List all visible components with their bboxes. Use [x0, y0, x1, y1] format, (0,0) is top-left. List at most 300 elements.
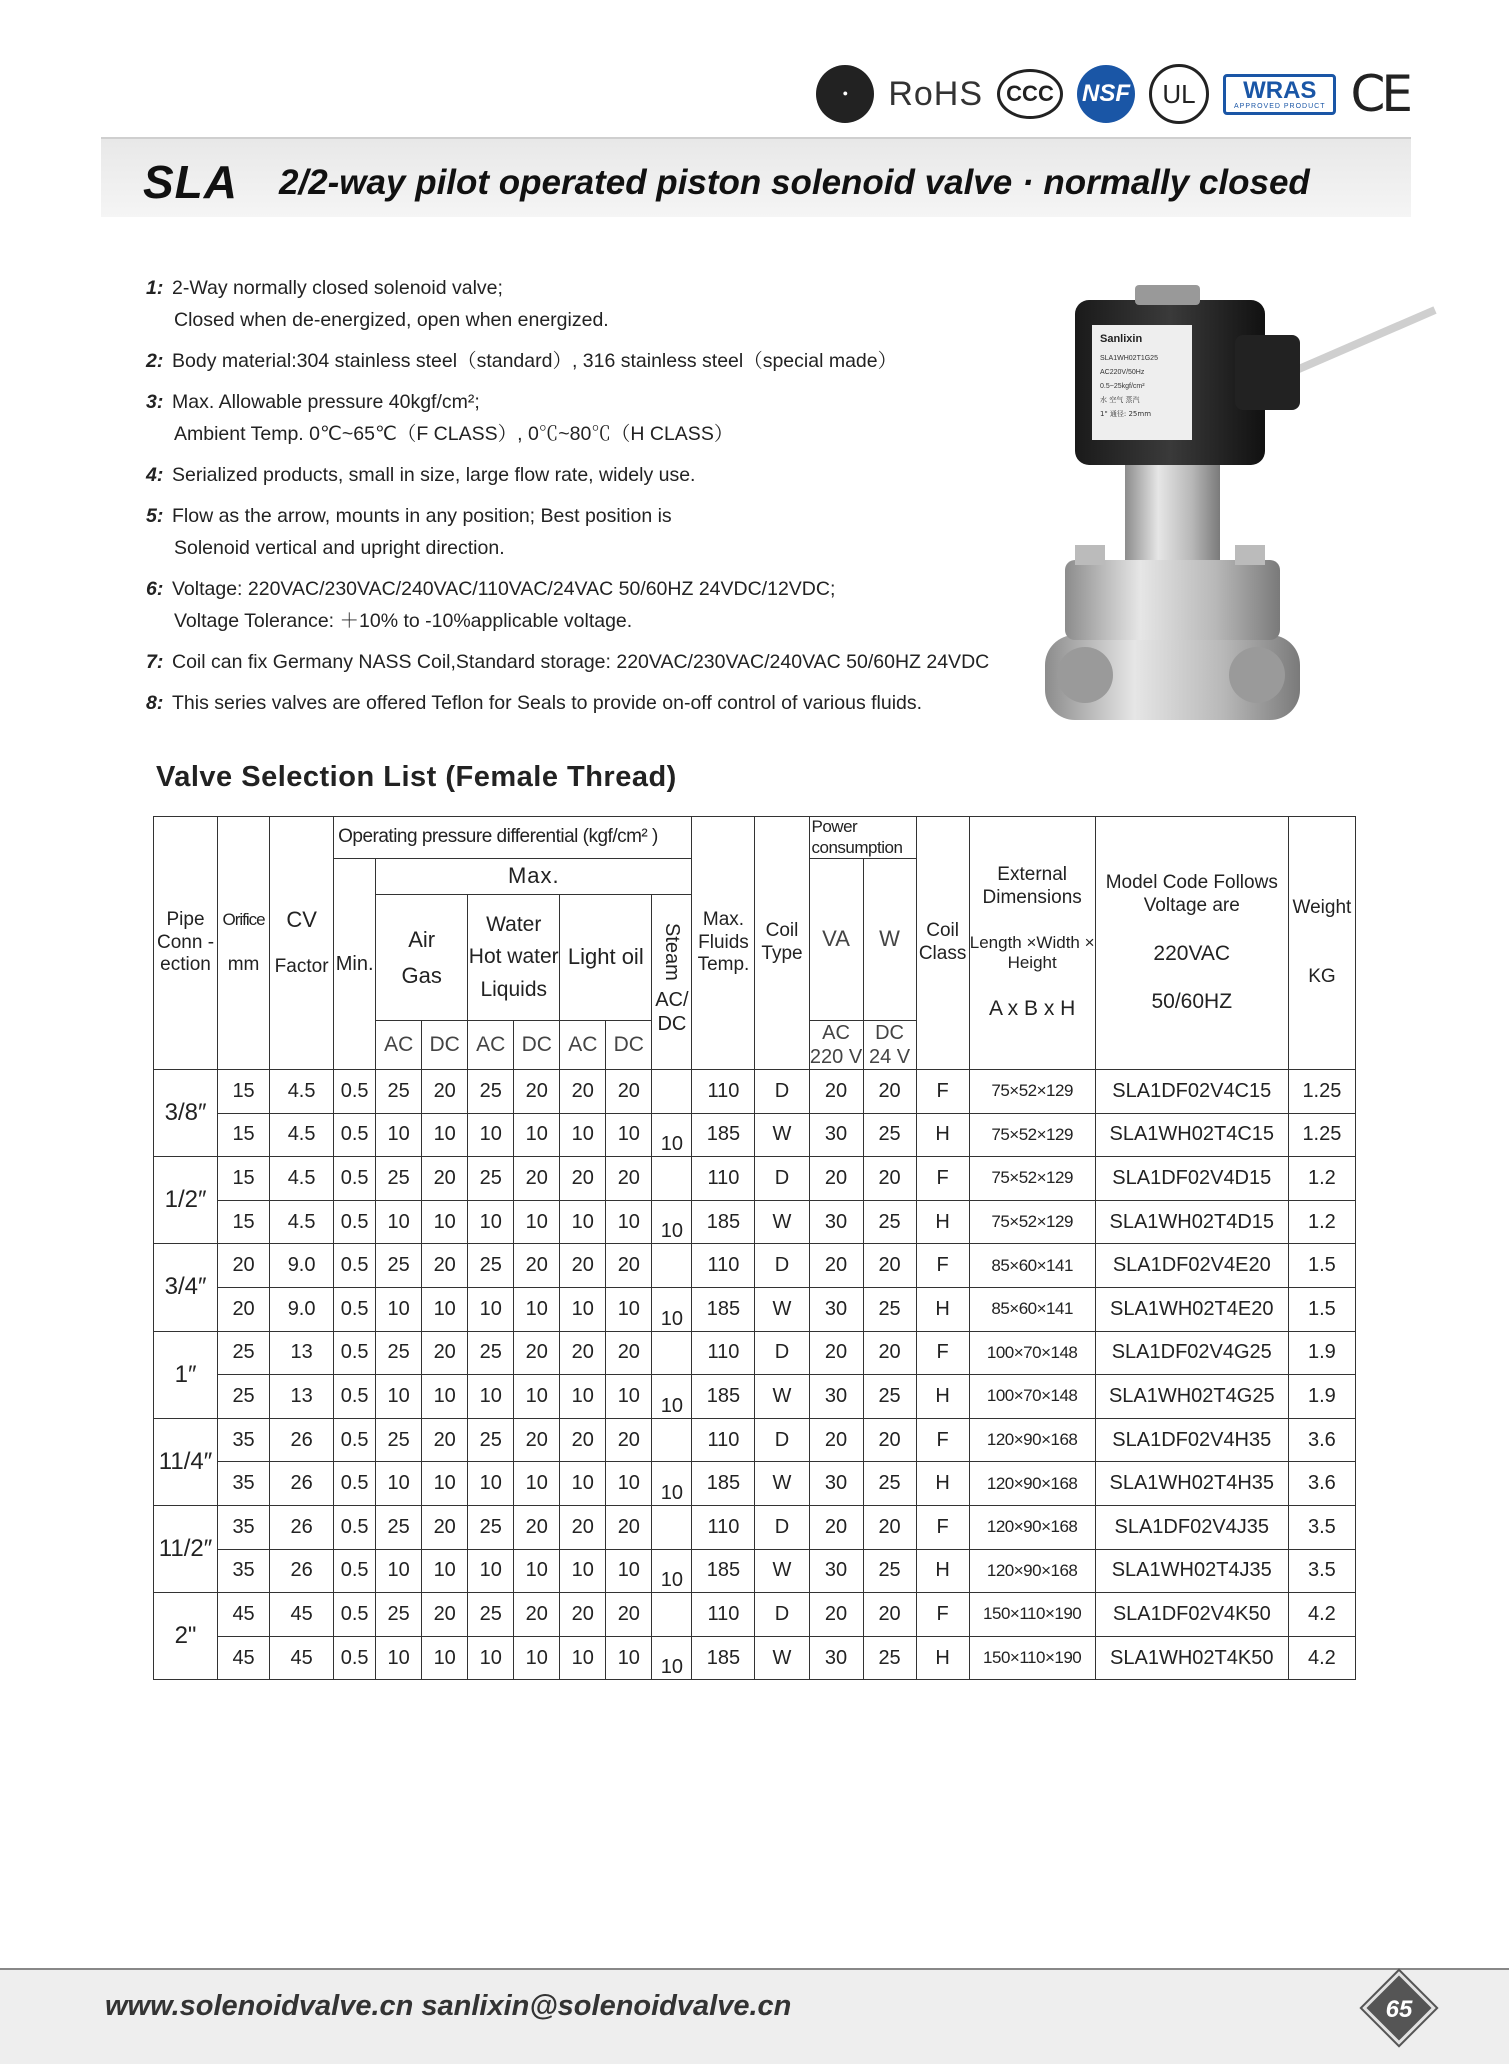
cell-air-dc: 20 — [422, 1244, 468, 1288]
cell-weight: 1.25 — [1288, 1070, 1355, 1114]
cell-w: 25 — [863, 1549, 916, 1593]
cell-oil-dc: 10 — [606, 1636, 652, 1680]
cell-oil-dc: 20 — [606, 1593, 652, 1637]
cell-water-dc: 10 — [514, 1287, 560, 1331]
cell-oil-ac: 10 — [560, 1375, 606, 1419]
header-coil-type: Coil Type — [755, 817, 809, 1070]
table-row — [154, 1070, 1356, 1114]
cell-coil: D — [755, 1157, 809, 1201]
cell-cv: 4.5 — [270, 1200, 334, 1244]
cell-coil: W — [755, 1462, 809, 1506]
cell-weight: 3.6 — [1288, 1418, 1355, 1462]
cell-dims: 75×52×129 — [969, 1070, 1095, 1114]
cell-dims: 75×52×129 — [969, 1200, 1095, 1244]
cell-pipe-connection: 11/2″ — [154, 1505, 218, 1592]
header-water-dc: DC — [514, 1021, 560, 1070]
cell-water-ac: 25 — [468, 1331, 514, 1375]
cell-oil-dc: 10 — [606, 1549, 652, 1593]
header-air-dc: DC — [422, 1021, 468, 1070]
cell-coil: W — [755, 1287, 809, 1331]
table-row — [154, 1505, 1356, 1549]
header-orifice-unit: mm — [227, 954, 260, 976]
cell-coil: W — [755, 1549, 809, 1593]
cell-w: 25 — [863, 1113, 916, 1157]
cell-temp: 110 — [692, 1070, 755, 1114]
feature-text: Body material:304 stainless steel（standard）, 316 stainless steel（special made） — [172, 350, 898, 372]
table-row — [154, 1157, 1356, 1201]
cell-cls: H — [916, 1113, 969, 1157]
header-weight-label: Weight — [1292, 897, 1352, 919]
header-ac220: AC 220 V — [809, 1022, 863, 1068]
cell-coil: D — [755, 1331, 809, 1375]
cell-water-dc: 10 — [514, 1113, 560, 1157]
selection-list-title: Valve Selection List (Female Thread) — [156, 761, 677, 793]
cell-coil: W — [755, 1113, 809, 1157]
cell-dims: 75×52×129 — [969, 1113, 1095, 1157]
cell-model: SLA1WH02T4H35 — [1095, 1462, 1288, 1506]
cell-temp: 110 — [692, 1157, 755, 1201]
cell-water-ac: 25 — [468, 1070, 514, 1114]
cell-weight: 1.5 — [1288, 1244, 1355, 1288]
cell-weight: 1.9 — [1288, 1331, 1355, 1375]
cell-air-dc: 20 — [422, 1593, 468, 1637]
cell-steam: 10 — [652, 1200, 692, 1244]
cell-water-dc: 20 — [514, 1157, 560, 1201]
cell-w: 20 — [863, 1244, 916, 1288]
cell-w: 20 — [863, 1070, 916, 1114]
cell-water-ac: 25 — [468, 1593, 514, 1637]
cell-water-ac: 10 — [468, 1375, 514, 1419]
cell-min: 0.5 — [334, 1070, 376, 1114]
header-va: VA — [809, 859, 863, 1021]
ccc-logo: CCC — [997, 69, 1063, 119]
product-label-voltage: AC220V/50Hz — [1100, 369, 1145, 376]
water-board-badge-icon: ● — [816, 65, 874, 123]
cell-cls: F — [916, 1505, 969, 1549]
table-row — [154, 1331, 1356, 1375]
cell-temp: 110 — [692, 1418, 755, 1462]
cell-cls: F — [916, 1070, 969, 1114]
page-number: 65 — [1385, 1996, 1413, 2023]
cell-va: 30 — [809, 1113, 863, 1157]
header-orifice — [218, 817, 270, 1070]
cell-dims: 75×52×129 — [969, 1157, 1095, 1201]
series-code: SLA — [143, 156, 238, 208]
cell-air-dc: 10 — [422, 1636, 468, 1680]
cell-cv: 26 — [270, 1549, 334, 1593]
feature-text: Max. Allowable pressure 40kgf/cm²; — [172, 391, 480, 413]
header-w: W — [863, 859, 916, 1021]
cell-cv: 45 — [270, 1636, 334, 1680]
cell-water-ac: 10 — [468, 1287, 514, 1331]
cell-weight: 4.2 — [1288, 1636, 1355, 1680]
header-steam-acdc: AC/ DC — [655, 988, 689, 1036]
cell-model: SLA1DF02V4K50 — [1095, 1593, 1288, 1637]
cell-water-dc: 20 — [514, 1070, 560, 1114]
cell-oil-dc: 20 — [606, 1505, 652, 1549]
cell-water-dc: 20 — [514, 1418, 560, 1462]
cell-weight: 1.2 — [1288, 1157, 1355, 1201]
cell-min: 0.5 — [334, 1636, 376, 1680]
title-bar — [101, 137, 1411, 217]
feature-text: Closed when de-energized, open when energized. — [174, 309, 609, 331]
cell-temp: 185 — [692, 1200, 755, 1244]
cell-dims: 85×60×141 — [969, 1287, 1095, 1331]
table-row — [154, 1418, 1356, 1462]
product-label-brand: Sanlixin — [1100, 333, 1143, 345]
cell-orifice: 35 — [218, 1505, 270, 1549]
cell-w: 25 — [863, 1375, 916, 1419]
cell-temp: 110 — [692, 1505, 755, 1549]
cell-oil-ac: 20 — [560, 1505, 606, 1549]
cell-oil-ac: 10 — [560, 1636, 606, 1680]
cell-oil-dc: 20 — [606, 1244, 652, 1288]
cell-va: 20 — [809, 1418, 863, 1462]
cell-water-dc: 20 — [514, 1331, 560, 1375]
page-title: 2/2-way pilot operated piston solenoid valve · normally closed — [279, 163, 1310, 202]
header-dims-sub: Length ×Width × Height — [969, 932, 1095, 973]
cell-oil-dc: 10 — [606, 1200, 652, 1244]
cell-va: 20 — [809, 1070, 863, 1114]
header-pipe-connection: Pipe Conn -ection — [154, 817, 218, 1070]
cell-va: 30 — [809, 1636, 863, 1680]
rohs-logo: RoHS — [888, 74, 984, 113]
cell-model: SLA1WH02T4K50 — [1095, 1636, 1288, 1680]
cell-water-dc: 10 — [514, 1462, 560, 1506]
cell-air-dc: 10 — [422, 1200, 468, 1244]
cell-coil: D — [755, 1070, 809, 1114]
feature-number: 2: — [146, 350, 164, 372]
wras-logo-subtext: APPROVED PRODUCT — [1234, 102, 1326, 110]
cell-air-dc: 10 — [422, 1287, 468, 1331]
cell-model: SLA1WH02T4G25 — [1095, 1375, 1288, 1419]
product-label-media: 水 空气 蒸汽 — [1100, 396, 1140, 404]
cell-water-dc: 10 — [514, 1200, 560, 1244]
cell-min: 0.5 — [334, 1157, 376, 1201]
product-label-model: SLA1WH02T1G25 — [1100, 355, 1158, 362]
cell-cv: 45 — [270, 1593, 334, 1637]
cell-weight: 1.2 — [1288, 1200, 1355, 1244]
cell-orifice: 15 — [218, 1200, 270, 1244]
cell-temp: 110 — [692, 1244, 755, 1288]
header-weight-unit: KG — [1308, 965, 1336, 987]
cell-weight: 3.5 — [1288, 1505, 1355, 1549]
cell-cv: 26 — [270, 1462, 334, 1506]
cell-steam: 10 — [652, 1375, 692, 1419]
cell-w: 20 — [863, 1418, 916, 1462]
table-row — [154, 1113, 1356, 1157]
cell-dims: 100×70×148 — [969, 1331, 1095, 1375]
cell-cv: 4.5 — [270, 1157, 334, 1201]
footer-contact: www.solenoidvalve.cn sanlixin@solenoidvalve.cn — [105, 1990, 792, 2022]
cell-air-ac: 10 — [376, 1549, 422, 1593]
feature-text: Flow as the arrow, mounts in any position; Best position is — [172, 505, 672, 527]
header-cv-factor: Factor — [274, 956, 329, 978]
cell-cls: H — [916, 1375, 969, 1419]
feature-text: This series valves are offered Teflon for Seals to provide on-off control of various fluids. — [172, 692, 923, 714]
header-max-fluids-temp: Max. Fluids Temp. — [692, 817, 755, 1070]
cell-steam — [652, 1505, 692, 1549]
cell-cls: H — [916, 1200, 969, 1244]
cell-weight: 4.2 — [1288, 1593, 1355, 1637]
cell-temp: 185 — [692, 1549, 755, 1593]
cell-va: 20 — [809, 1244, 863, 1288]
cell-air-ac: 25 — [376, 1505, 422, 1549]
cell-air-ac: 25 — [376, 1331, 422, 1375]
cell-water-dc: 10 — [514, 1636, 560, 1680]
cell-oil-dc: 20 — [606, 1070, 652, 1114]
cell-orifice: 35 — [218, 1418, 270, 1462]
cell-orifice: 25 — [218, 1331, 270, 1375]
cell-w: 25 — [863, 1287, 916, 1331]
cell-oil-dc: 10 — [606, 1287, 652, 1331]
cell-oil-ac: 20 — [560, 1244, 606, 1288]
cell-w: 25 — [863, 1200, 916, 1244]
feature-number: 6: — [146, 578, 164, 600]
header-dc24: DC 24 V — [863, 1021, 916, 1070]
header-external-dimensions — [969, 817, 1095, 1070]
cell-dims: 120×90×168 — [969, 1505, 1095, 1549]
certification-logos — [816, 64, 1409, 124]
cell-model: SLA1WH02T4J35 — [1095, 1549, 1288, 1593]
cell-va: 30 — [809, 1287, 863, 1331]
header-cv — [270, 817, 334, 1070]
cell-cls: H — [916, 1549, 969, 1593]
header-steam — [652, 895, 692, 1070]
cell-water-ac: 10 — [468, 1462, 514, 1506]
cell-dims: 150×110×190 — [969, 1636, 1095, 1680]
page-footer — [0, 1968, 1509, 2064]
header-power-consumption: Power consumption — [809, 817, 916, 859]
cell-pipe-connection: 2" — [154, 1593, 218, 1680]
cell-cls: H — [916, 1462, 969, 1506]
feature-item — [146, 573, 1046, 637]
cell-temp: 110 — [692, 1331, 755, 1375]
table-row — [154, 1462, 1356, 1506]
cell-coil: D — [755, 1418, 809, 1462]
header-min: Min. — [334, 859, 376, 1070]
cell-orifice: 25 — [218, 1375, 270, 1419]
cell-steam: 10 — [652, 1113, 692, 1157]
feature-item — [146, 272, 1046, 336]
cell-steam — [652, 1157, 692, 1201]
cell-steam: 10 — [652, 1636, 692, 1680]
header-orifice-label: Orifice — [222, 909, 265, 929]
cell-air-dc: 20 — [422, 1505, 468, 1549]
feature-text: Ambient Temp. 0℃~65℃（F CLASS）, 0℃~80℃（H CLASS） — [174, 423, 734, 445]
cell-va: 30 — [809, 1549, 863, 1593]
cell-w: 20 — [863, 1593, 916, 1637]
cell-weight: 1.9 — [1288, 1375, 1355, 1419]
feature-text: Coil can fix Germany NASS Coil,Standard storage: 220VAC/230VAC/240VAC 50/60HZ 24VDC — [172, 651, 990, 673]
cell-w: 25 — [863, 1636, 916, 1680]
cell-air-ac: 10 — [376, 1200, 422, 1244]
cell-air-ac: 10 — [376, 1636, 422, 1680]
cell-air-dc: 20 — [422, 1157, 468, 1201]
cell-model: SLA1DF02V4H35 — [1095, 1418, 1288, 1462]
cell-air-ac: 10 — [376, 1462, 422, 1506]
table-row — [154, 1549, 1356, 1593]
cell-orifice: 15 — [218, 1113, 270, 1157]
table-row — [154, 1200, 1356, 1244]
cell-water-dc: 10 — [514, 1375, 560, 1419]
ul-logo: UL — [1149, 64, 1209, 124]
cell-model: SLA1WH02T4D15 — [1095, 1200, 1288, 1244]
cell-water-dc: 20 — [514, 1244, 560, 1288]
cell-water-ac: 25 — [468, 1244, 514, 1288]
cell-cv: 13 — [270, 1375, 334, 1419]
cell-air-ac: 10 — [376, 1287, 422, 1331]
cell-air-ac: 10 — [376, 1375, 422, 1419]
cell-oil-dc: 20 — [606, 1418, 652, 1462]
cell-orifice: 20 — [218, 1287, 270, 1331]
ce-logo: CE — [1350, 65, 1409, 123]
header-oil-dc: DC — [606, 1021, 652, 1070]
feature-item — [146, 459, 1046, 491]
cell-temp: 185 — [692, 1287, 755, 1331]
cell-cv: 13 — [270, 1331, 334, 1375]
feature-number: 5: — [146, 505, 164, 527]
cell-temp: 110 — [692, 1593, 755, 1637]
cell-oil-ac: 10 — [560, 1287, 606, 1331]
header-coil-class: Coil Class — [916, 817, 969, 1070]
cell-min: 0.5 — [334, 1462, 376, 1506]
valve-selection-table — [153, 816, 1356, 1680]
cell-va: 20 — [809, 1593, 863, 1637]
feature-item — [146, 500, 1046, 564]
cell-orifice: 35 — [218, 1549, 270, 1593]
cell-steam: 10 — [652, 1462, 692, 1506]
cell-oil-ac: 20 — [560, 1331, 606, 1375]
cell-oil-ac: 20 — [560, 1157, 606, 1201]
feature-item — [146, 345, 1046, 377]
cell-steam — [652, 1593, 692, 1637]
header-operating-pressure: Operating pressure differential (kgf/cm² ) — [334, 817, 692, 859]
table-row — [154, 1375, 1356, 1419]
cell-model: SLA1DF02V4C15 — [1095, 1070, 1288, 1114]
cell-min: 0.5 — [334, 1375, 376, 1419]
wras-logo-text: WRAS — [1243, 76, 1317, 104]
solenoid-valve-product-image — [1035, 280, 1445, 730]
cell-orifice: 15 — [218, 1157, 270, 1201]
cell-oil-dc: 10 — [606, 1462, 652, 1506]
cell-pipe-connection: 11/4″ — [154, 1418, 218, 1505]
cell-model: SLA1DF02V4G25 — [1095, 1331, 1288, 1375]
cell-dims: 100×70×148 — [969, 1375, 1095, 1419]
cell-min: 0.5 — [334, 1418, 376, 1462]
cell-oil-ac: 10 — [560, 1549, 606, 1593]
feature-text: Serialized products, small in size, large flow rate, widely use. — [172, 464, 696, 486]
header-dims-formula: A x B x H — [988, 997, 1076, 1021]
cell-va: 30 — [809, 1200, 863, 1244]
cell-oil-ac: 20 — [560, 1418, 606, 1462]
cell-oil-ac: 10 — [560, 1200, 606, 1244]
product-label-pressure: 0.5~25kgf/cm² — [1100, 383, 1145, 390]
cell-va: 20 — [809, 1505, 863, 1549]
cell-air-dc: 20 — [422, 1331, 468, 1375]
feature-number: 8: — [146, 692, 164, 714]
cell-model: SLA1WH02T4E20 — [1095, 1287, 1288, 1331]
header-steam-label: Steam — [660, 923, 683, 981]
feature-number: 1: — [146, 277, 164, 299]
cell-pipe-connection: 1″ — [154, 1331, 218, 1418]
header-max: Max. — [376, 859, 692, 895]
header-light-oil: Light oil — [560, 895, 652, 1021]
cell-w: 20 — [863, 1157, 916, 1201]
cell-water-ac: 10 — [468, 1636, 514, 1680]
cell-coil: W — [755, 1636, 809, 1680]
cell-weight: 1.5 — [1288, 1287, 1355, 1331]
cell-oil-dc: 20 — [606, 1157, 652, 1201]
cell-temp: 185 — [692, 1636, 755, 1680]
cell-weight: 3.5 — [1288, 1549, 1355, 1593]
feature-number: 3: — [146, 391, 164, 413]
cell-cls: F — [916, 1418, 969, 1462]
cell-air-ac: 25 — [376, 1157, 422, 1201]
cell-temp: 185 — [692, 1375, 755, 1419]
cell-cv: 26 — [270, 1505, 334, 1549]
feature-item — [146, 687, 1046, 719]
wras-logo — [1223, 74, 1336, 115]
cell-min: 0.5 — [334, 1593, 376, 1637]
table-body — [154, 1070, 1356, 1680]
cell-va: 30 — [809, 1462, 863, 1506]
cell-model: SLA1DF02V4E20 — [1095, 1244, 1288, 1288]
cell-pipe-connection: 3/8″ — [154, 1070, 218, 1157]
cell-water-ac: 25 — [468, 1418, 514, 1462]
cell-air-dc: 10 — [422, 1113, 468, 1157]
cell-cls: H — [916, 1636, 969, 1680]
cell-water-ac: 25 — [468, 1157, 514, 1201]
cell-cv: 9.0 — [270, 1244, 334, 1288]
cell-min: 0.5 — [334, 1244, 376, 1288]
header-model-freq: 50/60HZ — [1151, 989, 1233, 1013]
cell-water-dc: 20 — [514, 1593, 560, 1637]
cell-oil-ac: 20 — [560, 1070, 606, 1114]
cell-cv: 4.5 — [270, 1113, 334, 1157]
product-label-orifice: 1" 通径: 25mm — [1100, 410, 1152, 418]
cell-steam — [652, 1244, 692, 1288]
cell-model: SLA1DF02V4J35 — [1095, 1505, 1288, 1549]
header-dims-label: External Dimensions — [982, 864, 1082, 909]
header-weight — [1288, 817, 1355, 1070]
cell-air-ac: 10 — [376, 1113, 422, 1157]
header-model-voltage: 220VAC — [1153, 941, 1231, 965]
feature-text: Voltage Tolerance: ＋10% to -10%applicable voltage. — [174, 610, 633, 632]
cell-water-ac: 10 — [468, 1200, 514, 1244]
cell-model: SLA1WH02T4C15 — [1095, 1113, 1288, 1157]
cell-w: 25 — [863, 1462, 916, 1506]
cell-temp: 185 — [692, 1113, 755, 1157]
cell-weight: 1.25 — [1288, 1113, 1355, 1157]
cell-coil: W — [755, 1375, 809, 1419]
cell-orifice: 35 — [218, 1462, 270, 1506]
cell-w: 20 — [863, 1331, 916, 1375]
header-water-ac: AC — [468, 1021, 514, 1070]
cell-cls: F — [916, 1157, 969, 1201]
cell-min: 0.5 — [334, 1505, 376, 1549]
cell-coil: D — [755, 1593, 809, 1637]
cell-coil: D — [755, 1505, 809, 1549]
cell-pipe-connection: 3/4″ — [154, 1244, 218, 1331]
cell-water-ac: 10 — [468, 1549, 514, 1593]
cell-steam — [652, 1070, 692, 1114]
cell-min: 0.5 — [334, 1200, 376, 1244]
feature-number: 4: — [146, 464, 164, 486]
feature-item — [146, 386, 1046, 450]
cell-water-ac: 10 — [468, 1113, 514, 1157]
cell-va: 20 — [809, 1157, 863, 1201]
